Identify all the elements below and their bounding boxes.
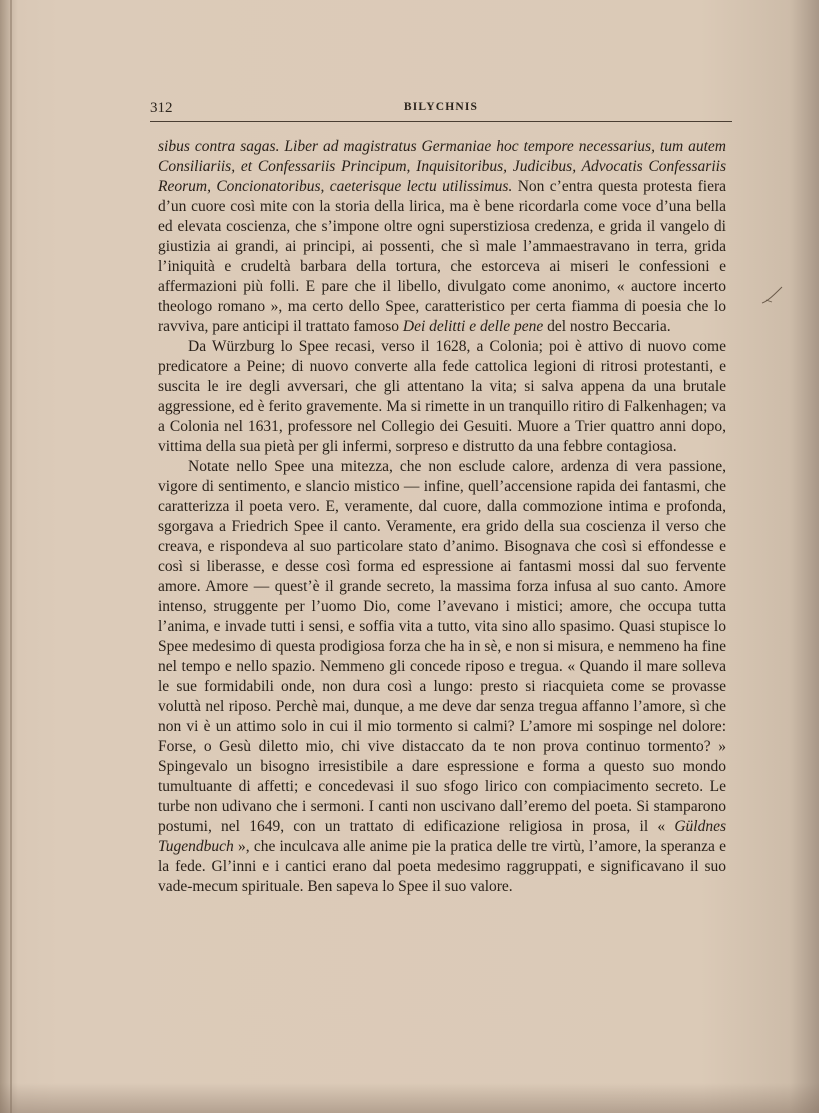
paragraph — [158, 137, 726, 337]
book-title-italic: Dei delitti e delle pene — [402, 318, 544, 335]
running-title: BILYCHNIS — [403, 101, 479, 113]
header-rule — [150, 121, 732, 122]
body-text — [158, 137, 726, 897]
paragraph — [158, 457, 726, 897]
text-segment: Da Würzburg lo Spee recasi, verso il 1628, a Colonia; poi è attivo di nuovo come predicatore a Peine; di nuovo converte alla fede cattolica legioni di ritrosi protestanti, e suscita le ire degli avversari, che gli attentano la vita; si salva appena da una brutale aggressione, ed è ferito gravemente. Ma si rimette in un tranquillo ritiro di Falkenhagen; va a Colonia nel 1631, professore nel Collegio dei Gesuiti. Muore a Trier quattro anni dopo, vittima della sua pietà per gli infermi, sorpreso e distrutto da una febbre contagiosa. — [158, 338, 726, 455]
page-number: 312 — [150, 100, 173, 116]
page-header — [150, 100, 732, 122]
text-segment: del nostro Beccaria. — [543, 318, 671, 335]
latin-title-continuation: sibus contra sagas. Liber ad magistratus Germaniae hoc tempore necessarius, tum autem Consiliariis, et Confessariis Principum, Inquisitoribus, Judicibus, Advocatis Confessariis Reorum, Concionatoribus, caeterisque lectu utilissimus. — [158, 138, 726, 195]
text-segment: », che inculcava alle anime pie la pratica delle tre virtù, l’amore, la speranza e la fede. Gl’inni e i cantici erano dal poeta medesimo raggruppati, e significavano il suo vade-mecum spirituale. Ben sapeva lo Spee il suo valore. — [158, 838, 726, 895]
paragraph — [158, 337, 726, 457]
text-segment: Non c’entra questa protesta fiera d’un cuore così mite con la storia della lirica, ma è bene ricordarla come voce d’una bella ed elevata coscienza, che s’impone oltre ogni superstiziosa credenza, e grida il vangelo di giustizia ai grandi, ai principi, ai possenti, che sì male l’ammaestravano in terra, grida l’iniquità e crudeltà barbara della tortura, che estorceva ai miseri le confessioni e affermazioni più folli. E pare che il libello, divulgato come anonimo, « auctore incerto theologo romano », ma certo dello Spee, caratteristico per certa fiamma di poesia che lo ravviva, pare anticipi il trattato famoso — [158, 178, 727, 335]
text-segment: Notate nello Spee una mitezza, che non esclude calore, ardenza di vera passione, vigore di sentimento, e slancio mistico — infine, quell’accensione rapida dei fantasmi, che caratterizza il poeta vero. E, veramente, dal cuore, dalla commozione intima e profonda, sgorgava a Friedrich Spee il canto. Veramente, era grido della sua coscienza il verso che creava, e rispondeva al suo particolare stato d’animo. Bisognava che così si effondesse e così si liberasse, e desse così forma ed espressione ai fantasmi mossi dal suo fervente amore. Amore — quest’è il grande secreto, la massima forza infusa al suo canto. Amore intenso, struggente per l’uomo Dio, come l’avevano i mistici; amore, che occupa tutta l’anima, e invade tutti i sensi, e soffia vita a tutto, vita sino allo spasimo. Quasi stupisce lo Spee medesimo di questa prodigiosa forza che ha in sè, e non si misura, e nemmeno ha fine nel tempo e nello spazio. Nemmeno gli concede riposo e tregua. « Quando il mare solleva le sue formidabili onde, non dura così a lungo: presto si riacquieta come se provasse voluttà nel riposo. Perchè mai, dunque, a me deve dar senza tregua affanno l’amore, sì che non vi è un attimo solo in cui il mio tormento si calmi? L’amore mi sospinge nel dolore: Forse, o Gesù diletto mio, chi vive distaccato da te non prova continuo tormento? » Spingevalo un bisogno irresistibile a dare espressione e forma a questo suo mondo tumultuante di affetti; e concedevasi il suo sfogo lirico con compiacimento secreto. Le turbe non udivano che i sermoni. I canti non uscivano dall’eremo del poeta. Si stamparono postumi, nel 1649, con un trattato di edificazione religiosa in prosa, il « — [158, 458, 726, 835]
book-title-italic: Güldnes Tugendbuch — [158, 818, 726, 855]
pencil-mark-icon — [760, 285, 786, 307]
